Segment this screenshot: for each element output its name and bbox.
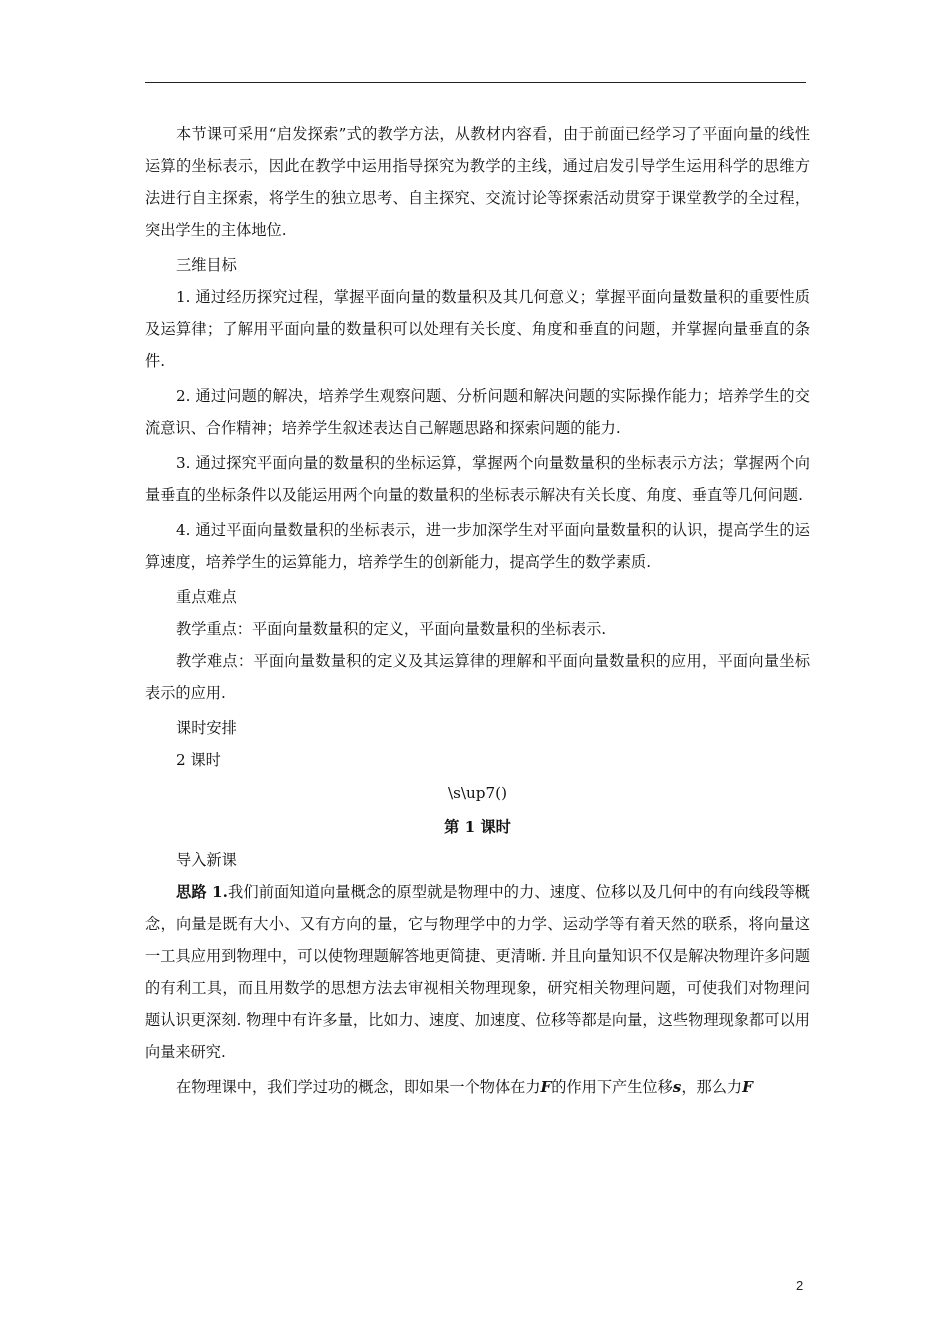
goals-heading: 三维目标 xyxy=(176,256,237,274)
idea-1-paragraph xyxy=(145,876,810,1068)
key-points-heading: 重点难点 xyxy=(176,588,237,606)
idea-1-label: 思路 1. xyxy=(176,883,228,901)
field-code-line: \s\up7() xyxy=(447,784,508,802)
schedule-heading: 课时安排 xyxy=(176,719,237,737)
page-number: 2 xyxy=(796,1278,804,1293)
goal-2-paragraph: 2. 通过问题的解决，培养学生观察问题、分析问题和解决问题的实际操作能力；培养学生的交流意识、合作精神；培养学生叙述表达自己解题思路和探索问题的能力. xyxy=(145,387,810,437)
key-point-paragraph: 教学重点：平面向量数量积的定义，平面向量数量积的坐标表示. xyxy=(176,620,607,638)
header-rule xyxy=(145,82,806,83)
displacement-symbol: s xyxy=(672,1078,682,1096)
document-body xyxy=(145,118,810,1103)
work-text-part-3: ，那么力 xyxy=(681,1078,743,1096)
force-symbol: F xyxy=(540,1078,552,1096)
goal-1-paragraph: 1. 通过经历探究过程，掌握平面向量的数量积及其几何意义；掌握平面向量数量积的重要性质及运算律；了解用平面向量的数量积可以处理有关长度、角度和垂直的问题，并掌握向量垂直的条件. xyxy=(145,288,810,370)
work-text-part-1: 在物理课中，我们学过功的概念，即如果一个物体在力 xyxy=(176,1078,541,1096)
work-concept-paragraph xyxy=(145,1071,810,1103)
goal-3-paragraph: 3. 通过探究平面向量的数量积的坐标运算，掌握两个向量数量积的坐标表示方法；掌握两个向量垂直的坐标条件以及能运用两个向量的数量积的坐标表示解决有关长度、角度、垂直等几何问题. xyxy=(145,454,810,504)
work-text-part-2: 的作用下产生位移 xyxy=(551,1078,673,1096)
intro-heading: 导入新课 xyxy=(176,851,237,869)
teaching-method-paragraph: 本节课可采用“启发探索”式的教学方法，从教材内容看，由于前面已经学习了平面向量的线性运算的坐标表示，因此在教学中运用指导探究为教学的主线，通过启发引导学生运用科学的思维方法进行自主探索，将学生的独立思考、自主探究、交流讨论等探索活动贯穿于课堂教学的全过程，突出学生的主体地位. xyxy=(145,125,810,239)
difficulty-paragraph: 教学难点：平面向量数量积的定义及其运算律的理解和平面向量数量积的应用，平面向量坐标表示的应用. xyxy=(145,652,810,702)
schedule-value: 2 课时 xyxy=(176,751,221,769)
lesson-title: 第 1 课时 xyxy=(444,818,511,836)
idea-1-text: 我们前面知道向量概念的原型就是物理中的力、速度、位移以及几何中的有向线段等概念，向量是既有大小、又有方向的量，它与物理学中的力学、运动学等有着天然的联系，将向量这一工具应用到物理中，可以使物理题解答地更简捷、更清晰. 并且向量知识不仅是解决物理许多问题的有利工具，而且用数学的思想方法去审视相关物理现象，研究相关物理问题，可使我们对物理问题认识更深刻. 物理中有许多量，比如力、速度、加速度、位移等都是向量，这些物理现象都可以用向量来研究. xyxy=(145,883,810,1061)
goal-4-paragraph: 4. 通过平面向量数量积的坐标表示，进一步加深学生对平面向量数量积的认识，提高学生的运算速度，培养学生的运算能力，培养学生的创新能力，提高学生的数学素质. xyxy=(145,521,810,571)
force-symbol-2: F xyxy=(742,1078,753,1096)
